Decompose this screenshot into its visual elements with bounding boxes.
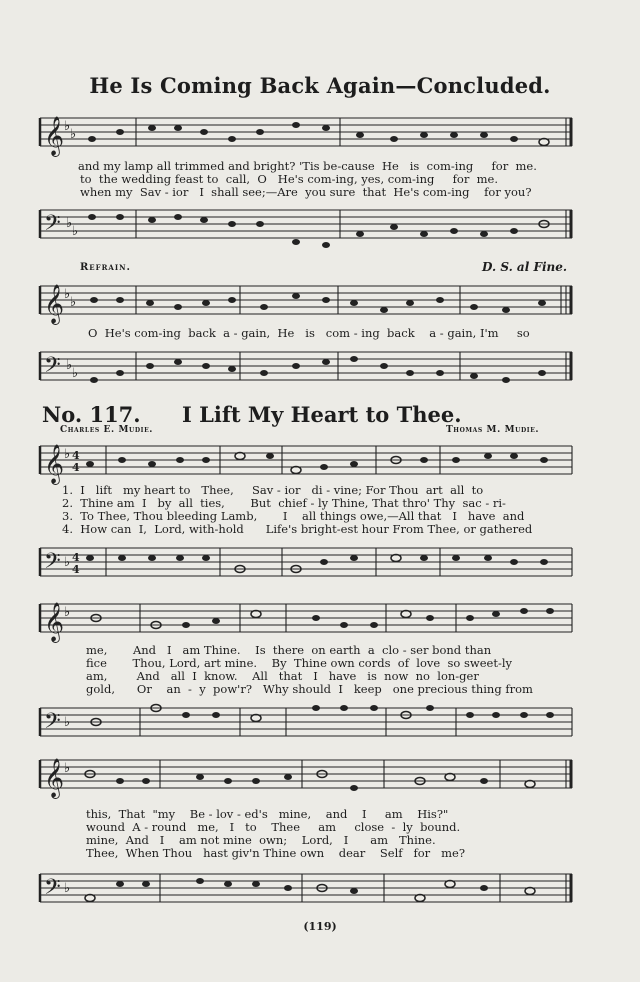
ds-al-fine-label: D. S. al Fine. — [482, 260, 568, 274]
svg-text:𝄞: 𝄞 — [44, 758, 65, 798]
stanza-4-line-2: gold, Or an - y pow'r? Why should I keep one precious thing from — [86, 682, 533, 696]
svg-text:♭: ♭ — [64, 447, 71, 462]
svg-text:𝄢: 𝄢 — [44, 353, 61, 383]
staff-system-1-treble — [0, 110, 640, 160]
refrain-lyric-line: O He's com-ing back a - gain, He is com - ing back a - gain, I'm so — [88, 326, 530, 340]
verse-line-3: when my Sav - ior I shall see;—Are you sure that He's com-ing for you? — [80, 185, 532, 199]
verse-line-1: and my lamp all trimmed and bright? 'Tis be-cause He is com-ing for me. — [78, 159, 537, 173]
svg-text:𝄢: 𝄢 — [44, 875, 61, 905]
svg-text:4: 4 — [72, 449, 80, 462]
hymn-number: No. 117. — [42, 402, 141, 427]
staff-system-5-treble — [0, 752, 640, 802]
staff-system-4-bass — [0, 700, 640, 750]
refrain-label: Refrain. — [80, 262, 132, 273]
stanza-2-line-1: 2. Thine am I by all ties, But chief - ly Thine, That thro' Thy sac - ri- — [62, 496, 506, 510]
stanza-3-line-2: am, And all I know. All that I have is now no lon-ger — [86, 669, 479, 683]
stanza-1-line-1: 1. I lift my heart to Thee, Sav - ior di - vine; For Thou art all to — [62, 483, 484, 497]
svg-text:4: 4 — [72, 551, 80, 564]
svg-text:𝄞: 𝄞 — [44, 602, 65, 642]
svg-text:♭: ♭ — [66, 358, 73, 373]
stanza-4-line-1: 4. How can I, Lord, with-hold Life's bright-est hour From Thee, or gathered — [62, 522, 533, 536]
svg-text:𝄞: 𝄞 — [44, 116, 65, 156]
staff-system-5-bass — [0, 864, 640, 916]
page-number: (119) — [303, 920, 337, 933]
svg-text:♭: ♭ — [64, 715, 71, 730]
svg-text:♭: ♭ — [64, 761, 71, 776]
svg-text:𝄞: 𝄞 — [44, 284, 65, 324]
svg-text:4: 4 — [72, 461, 80, 474]
staff-system-4-treble — [0, 596, 640, 644]
svg-text:♭: ♭ — [72, 366, 79, 381]
stanza-3-line-1: 3. To Thee, Thou bleeding Lamb, I all things owe,—All that I have and — [62, 509, 525, 523]
svg-text:4: 4 — [72, 563, 80, 576]
verse-line-2: to the wedding feast to call, O He's com-ing, yes, com-ing for me. — [80, 172, 498, 186]
stanza-1-line-3: this, That "my Be - lov - ed's mine, and I am His?" — [86, 807, 449, 821]
svg-text:𝄞: 𝄞 — [44, 444, 65, 484]
svg-text:♭: ♭ — [64, 287, 71, 302]
stanza-1-line-2: me, And I am Thine. Is there on earth a clo - ser bond than — [86, 643, 492, 657]
svg-text:𝄢: 𝄢 — [44, 709, 61, 739]
staff-system-3-treble — [0, 440, 640, 486]
svg-text:♭: ♭ — [66, 216, 73, 231]
staff-system-3-bass — [0, 540, 640, 590]
svg-text:♭: ♭ — [70, 295, 77, 310]
svg-text:♭: ♭ — [64, 605, 71, 620]
staff-system-2-bass — [0, 342, 640, 394]
hymn-title: I Lift My Heart to Thee. — [182, 402, 462, 427]
svg-text:♭: ♭ — [64, 881, 71, 896]
svg-text:♭: ♭ — [64, 555, 71, 570]
svg-text:𝄢: 𝄢 — [44, 211, 61, 241]
stanza-4-line-3: Thee, When Thou hast giv'n Thine own dear Self for me? — [86, 846, 465, 860]
svg-text:♭: ♭ — [72, 224, 79, 239]
stanza-2-line-3: wound A - round me, I to Thee am close - ly bound. — [86, 820, 461, 834]
svg-text:𝄢: 𝄢 — [44, 549, 61, 579]
composer-credit: Thomas M. Mudie. — [446, 425, 540, 435]
svg-text:♭: ♭ — [70, 127, 77, 142]
song-title-concluded: He Is Coming Back Again—Concluded. — [89, 73, 551, 98]
stanza-3-line-3: mine, And I am not mine own; Lord, I am Thine. — [86, 833, 436, 847]
staff-system-2-treble — [0, 278, 640, 328]
svg-text:♭: ♭ — [64, 119, 71, 134]
staff-system-1-bass — [0, 200, 640, 256]
stanza-2-line-2: fice Thou, Lord, art mine. By Thine own cords of love so sweet-ly — [86, 656, 513, 670]
lyricist-credit: Charles E. Mudie. — [60, 425, 153, 435]
